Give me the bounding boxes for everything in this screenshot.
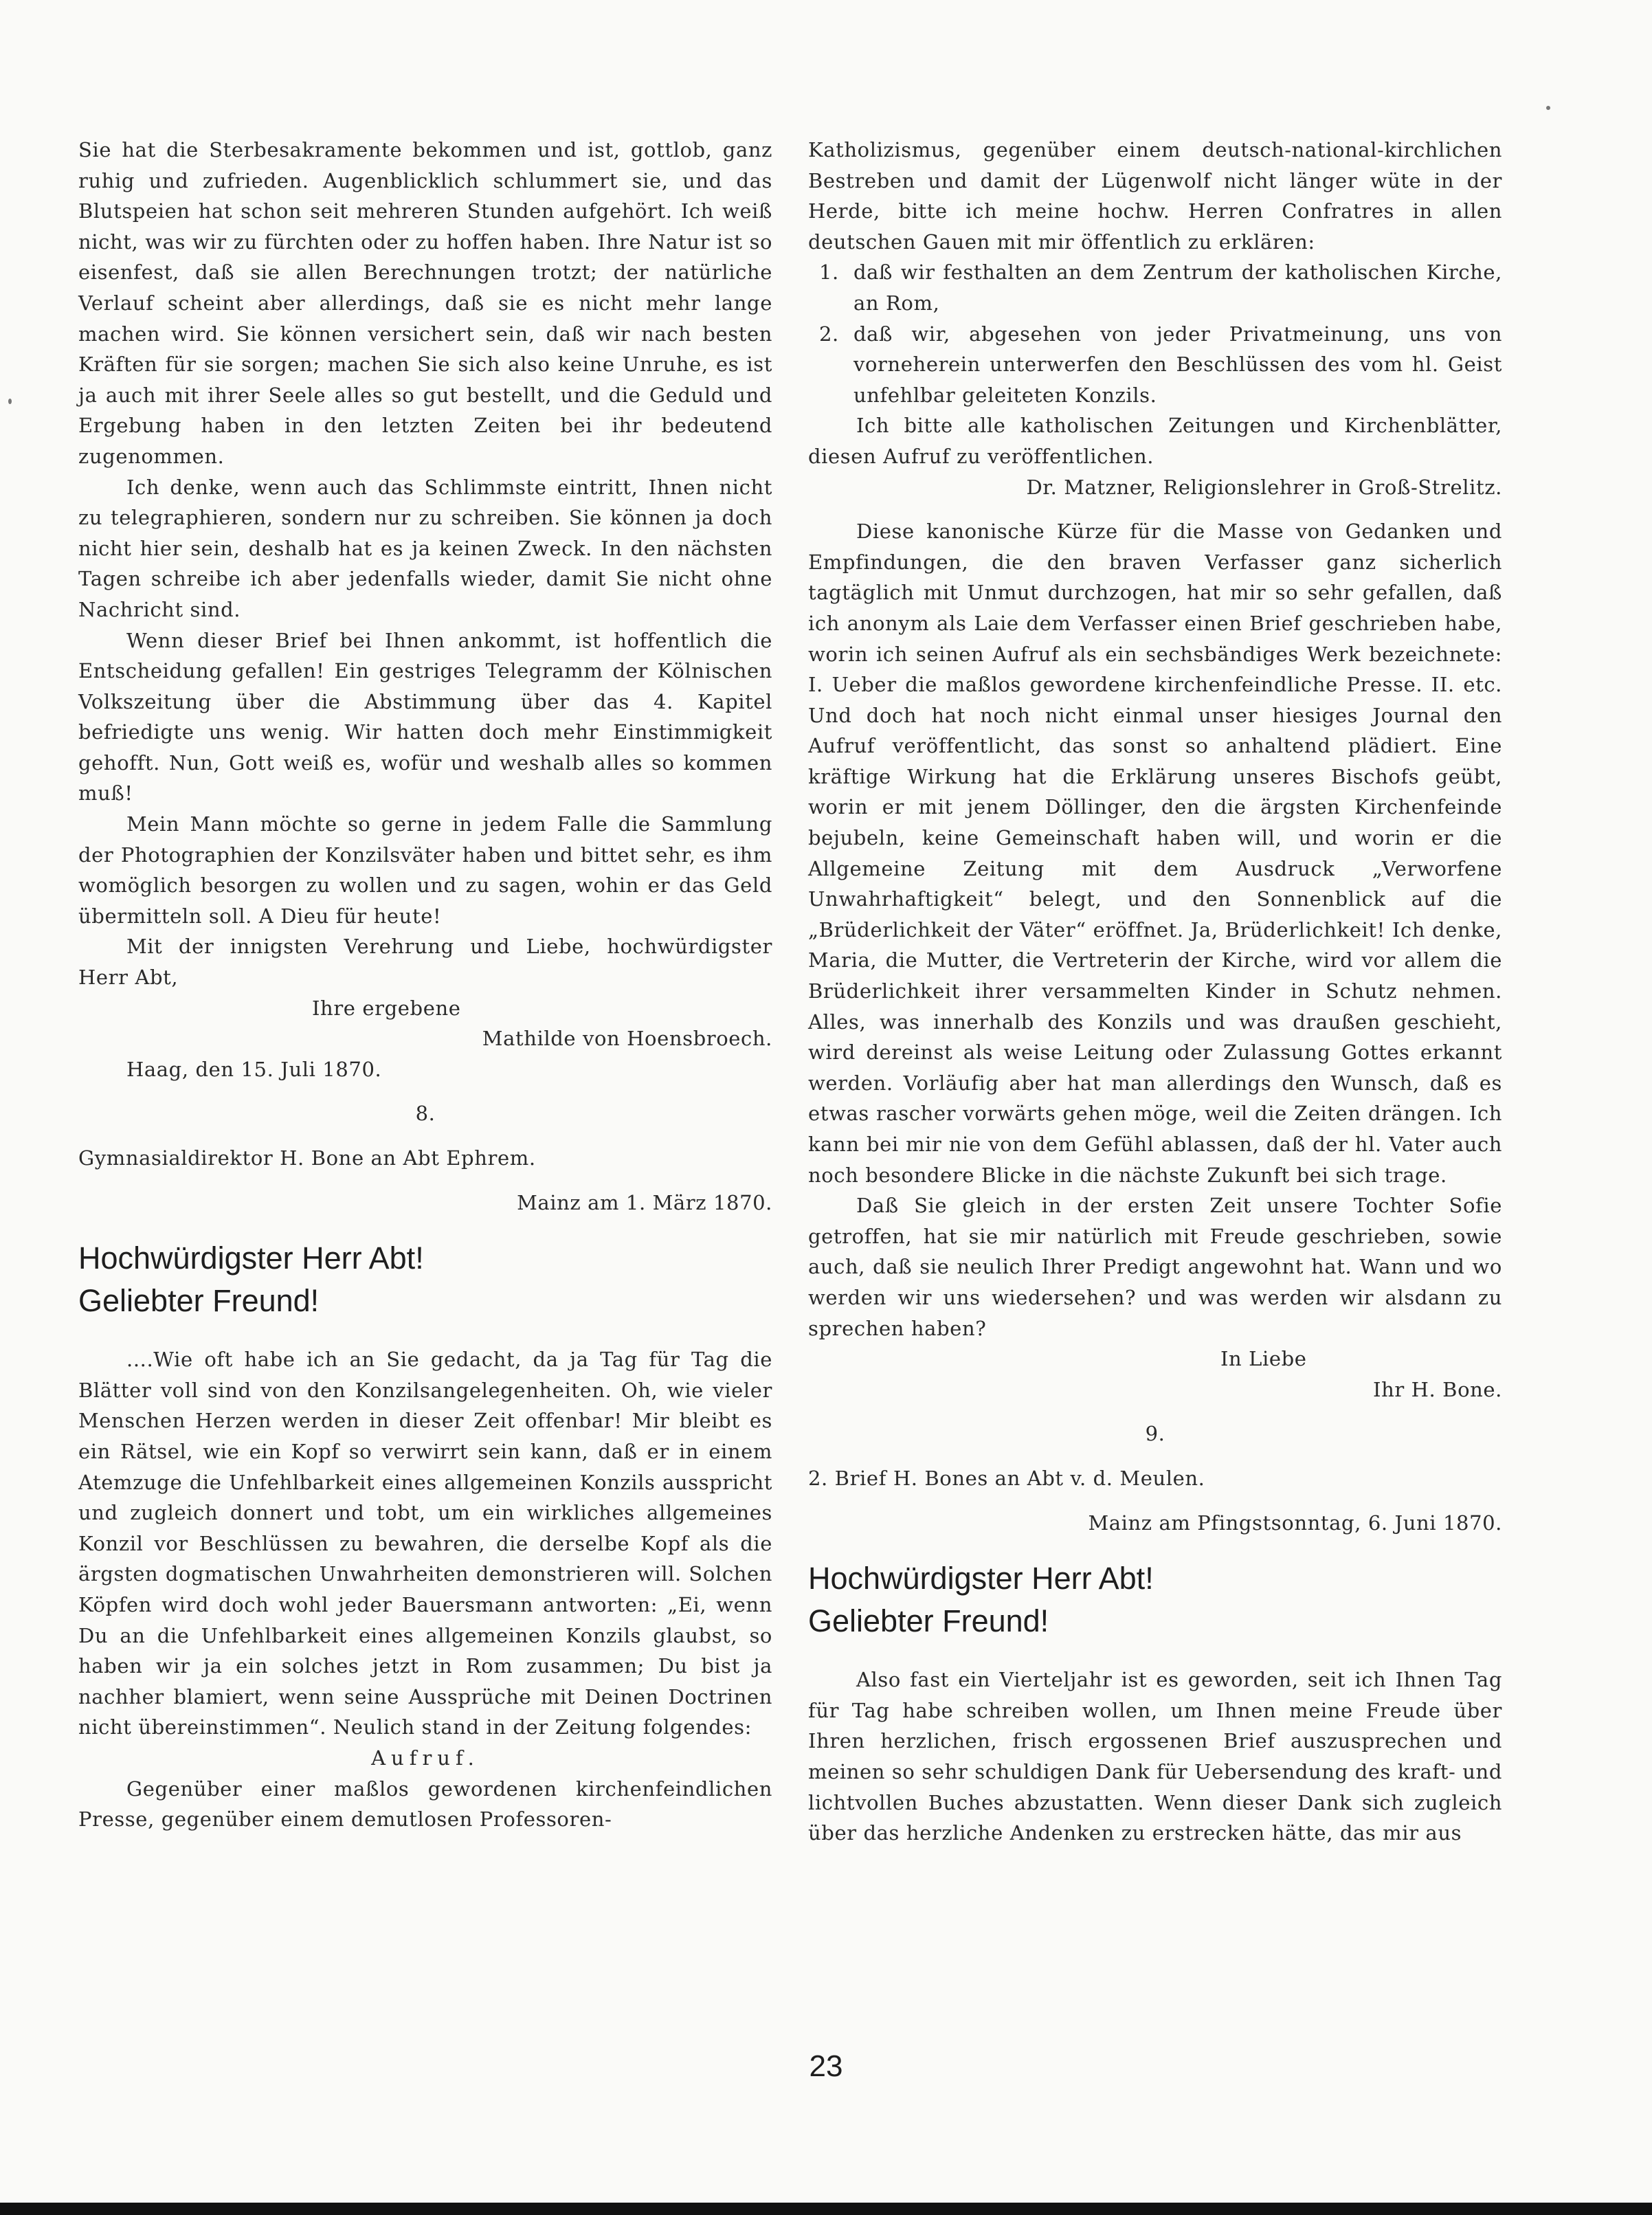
letter-date: Haag, den 15. Juli 1870. <box>126 1057 382 1081</box>
list-item-text: daß wir festhalten an dem Zentrum der katholischen Kirche, an Rom, <box>853 260 1502 315</box>
paragraph: Gegenüber einer maßlos gewordenen kirchenfeindlichen Presse, gegenüber einem demutlosen Professoren- <box>78 1777 772 1832</box>
left-column <box>78 135 772 1835</box>
list-item-number: 2. <box>819 322 839 346</box>
aufruf-signature: Dr. Matzner, Religionslehrer in Groß-Strelitz. <box>1026 475 1502 499</box>
paragraph: Diese kanonische Kürze für die Masse von Gedanken und Empfindungen, die den braven Verfasser ganz sicherlich tagtäglich mit Unmut durchzogen, hat mir so sehr gefallen, daß ich anonym als Laie dem Verfasser einen Brief geschrieben habe, worin ich seinen Aufruf als ein sechsbändiges Werk bezeichnete: I. Ueber die maßlos gewordene kirchenfeindliche Presse. II. etc. Und doch hat noch nicht einmal unser hiesiges Journal den Aufruf veröffentlicht, das sonst so anhaltend plädiert. Eine kräftige Wirkung hat die Erklärung unseres Bischofs geübt, worin er mit jenem Döllinger, den die ärgsten Kirchenfeinde bejubeln, keine Gemeinschaft haben will, und worin er die Allgemeine Zeitung mit dem Ausdruck „Verworfene Unwahrhaftigkeit“ belegt, und den Sonnenblick auf die „Brüderlichkeit der Väter“ eröffnet. Ja, Brüderlichkeit! Ich denke, Maria, die Mutter, die Vertreterin der Kirche, wird vor allem die Brüderlichkeit ihrer versammelten Kinder in Schutz nehmen. Alles, was innerhalb des Konzils und was draußen geschieht, wird dereinst als weise Leitung oder Zulassung Gottes erkannt werden. Vorläufig aber hat man allerdings den Wunsch, daß es etwas rascher vorwärts gehen möge, weil die Zeiten drängen. Ich kann bei mir nie von dem Gefühl ablassen, daß der hl. Vater auch noch besondere Blicke in die nächste Zukunft bei sich trage. <box>808 520 1502 1187</box>
letter-signature: Mathilde von Hoensbroech. <box>482 1027 772 1051</box>
paragraph: Mein Mann möchte so gerne in jedem Falle die Sammlung der Photographien der Konzilsväter haben und bittet sehr, es ihm womöglich besorgen zu wollen und zu sagen, wohin er das Geld übermitteln soll. A Dieu für heute! <box>78 812 772 928</box>
list-item-text: daß wir, abgesehen von jeder Privatmeinung, uns von vorneherein unterwerfen den Beschlüssen des vom hl. Geist unfehlbar geleiteten Konzils. <box>853 322 1502 407</box>
paragraph: Sie hat die Sterbesakramente bekommen und ist, gottlob, ganz ruhig und zufrieden. Augenblicklich schlummert sie, und das Blutspeien hat schon seit mehreren Stunden aufgehört. Ich weiß nicht, was wir zu fürchten oder zu hoffen haben. Ihre Natur ist so eisenfest, daß sie allen Berechnungen trotzt; der natürliche Verlauf scheint aber allerdings, daß sie es nicht mehr lange machen wird. Sie können versichert sein, daß wir nach besten Kräften für sie sorgen; machen Sie sich also keine Unruhe, es ist ja auch mit ihrer Seele alles so gut bestellt, und die Geduld und Ergebung haben in den letzten Zeiten bei ihr bedeutend zugenommen. <box>78 138 772 468</box>
paragraph: Ich denke, wenn auch das Schlimmste eintritt, Ihnen nicht zu telegraphieren, sondern nur zu schreiben. Sie können ja doch nicht hier sein, deshalb hat es ja keinen Zweck. In den nächsten Tagen schreibe ich aber jedenfalls wieder, damit Sie nicht ohne Nachricht sind. <box>78 475 772 621</box>
letter-title: Gymnasialdirektor H. Bone an Abt Ephrem. <box>78 1146 536 1170</box>
salutation-line: Geliebter Freund! <box>78 1283 320 1319</box>
paragraph: Ich bitte alle katholischen Zeitungen und Kirchenblätter, diesen Aufruf zu veröffentlichen. <box>808 414 1502 468</box>
letter-closing: Ihre ergebene <box>312 996 461 1020</box>
scan-speck <box>8 399 12 404</box>
salutation-line: Geliebter Freund! <box>808 1603 1049 1639</box>
salutation-heading <box>78 1237 772 1322</box>
right-column <box>808 135 1502 1849</box>
salutation-line: Hochwürdigster Herr Abt! <box>808 1561 1154 1596</box>
letter-place-date: Mainz am 1. März 1870. <box>517 1190 772 1214</box>
aufruf-title: Aufruf. <box>371 1746 480 1770</box>
scan-edge <box>0 2203 1652 2215</box>
paragraph: Daß Sie gleich in der ersten Zeit unsere Tochter Sofie getroffen, hat sie mir natürlich mit Freude geschrieben, sowie auch, daß sie neulich Ihrer Predigt angewohnt hat. Wann und wo werden wir uns wiedersehen? und was werden wir alsdann zu sprechen haben? <box>808 1194 1502 1340</box>
paragraph: Also fast ein Vierteljahr ist es geworden, seit ich Ihnen Tag für Tag habe schreiben wollen, um Ihnen meine Freude über Ihren herzlichen, frisch ergossenen Brief auszusprechen und meinen so sehr schuldigen Dank für Uebersendung des kraft- und lichtvollen Buches abzustatten. Wenn dieser Dank sich zugleich über das herzliche Andenken zu erstrecken hätte, das mir aus <box>808 1668 1502 1845</box>
scan-speck <box>1546 106 1550 110</box>
list-item-number: 1. <box>819 260 839 285</box>
letter-place-date: Mainz am Pfingstsonntag, 6. Juni 1870. <box>1088 1511 1502 1535</box>
page-number: 23 <box>809 2049 843 2083</box>
letter-number: 8. <box>415 1102 436 1126</box>
paragraph: Mit der innigsten Verehrung und Liebe, hochwürdigster Herr Abt, <box>78 935 772 990</box>
letter-signature: Ihr H. Bone. <box>1373 1377 1502 1401</box>
paragraph: Katholizismus, gegenüber einem deutsch-national-kirchlichen Bestreben und damit der Lügenwolf nicht länger wüte in der Herde, bitte ich meine hochw. Herren Confratres in allen deutschen Gauen mit mir öffentlich zu erklären: <box>808 138 1502 254</box>
letter-title: 2. Brief H. Bones an Abt v. d. Meulen. <box>808 1466 1205 1490</box>
aufruf-list <box>808 257 1502 410</box>
letter-number: 9. <box>1145 1422 1165 1446</box>
list-item <box>819 319 1502 411</box>
paragraph: ....Wie oft habe ich an Sie gedacht, da ja Tag für Tag die Blätter voll sind von den Konzilsangelegenheiten. Oh, wie vieler Menschen Herzen werden in dieser Zeit offenbar! Mir bleibt es ein Rätsel, wie ein Kopf so verwirrt sein kann, daß er in einem Atemzuge die Unfehlbarkeit eines allgemeinen Konzils ausspricht und zugleich donnert und tobt, um ein wirkliches allgemeines Konzil vor Beschlüssen zu bewahren, die derselbe Kopf als die ärgsten dogmatischen Unwahrheiten demonstrieren will. Solchen Köpfen wird doch wohl jeder Bauersmann antworten: „Ei, wenn Du an die Unfehlbarkeit eines allgemeinen Konzils glaubst, so haben wir ja ein solches jetzt in Rom zusammen; Du bist ja nachher blamiert, wenn seine Aussprüche mit Deinen Doctrinen nicht übereinstimmen“. Neulich stand in der Zeitung folgendes: <box>78 1348 772 1739</box>
salutation-line: Hochwürdigster Herr Abt! <box>78 1240 424 1276</box>
paragraph: Wenn dieser Brief bei Ihnen ankommt, ist hoffentlich die Entscheidung gefallen! Ein gestriges Telegramm der Kölnischen Volkszeitung über die Abstimmung über das 4. Kapitel befriedigte uns wenig. Wir hatten doch mehr Einstimmigkeit gehofft. Nun, Gott weiß es, wofür und weshalb alles so kommen muß! <box>78 628 772 805</box>
list-item <box>819 257 1502 318</box>
letter-closing: In Liebe <box>1220 1347 1307 1371</box>
salutation-heading <box>808 1557 1502 1643</box>
